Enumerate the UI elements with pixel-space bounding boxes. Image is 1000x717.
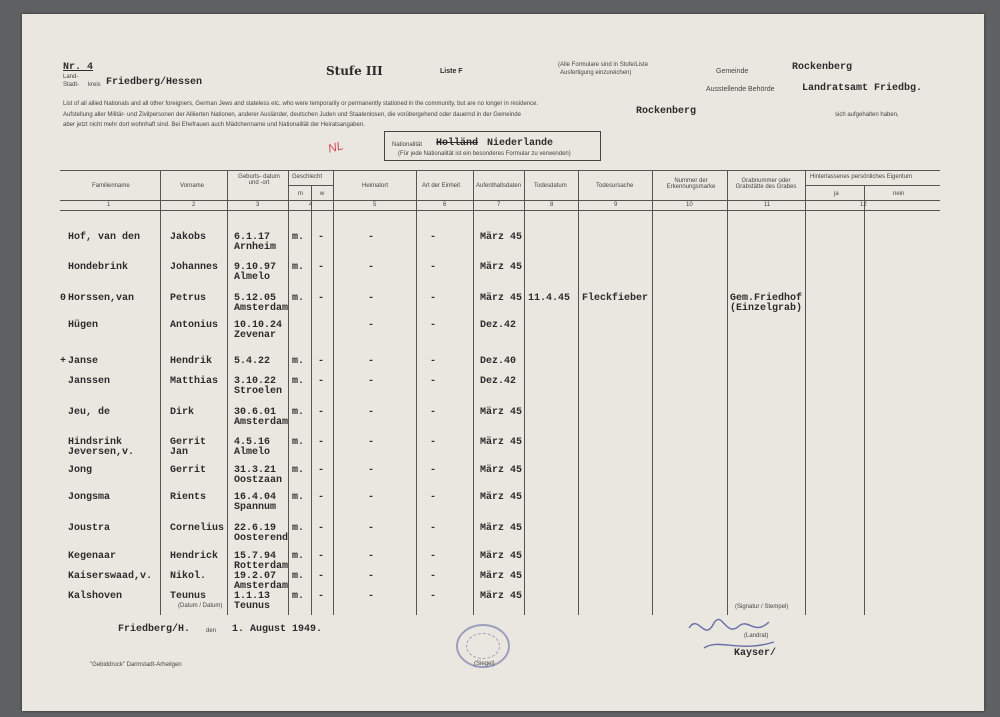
- row-stay-date: März 45: [480, 293, 523, 304]
- row-family-name: Hügen: [68, 320, 99, 331]
- row-unit: -: [430, 551, 437, 562]
- row-family-name: Hindsrink: [68, 437, 123, 448]
- row-death-date: 11.4.45: [528, 293, 571, 304]
- red-pencil-mark: NL: [326, 138, 345, 156]
- row-stay-date: März 45: [480, 492, 523, 503]
- row-given-name: Rients: [170, 492, 207, 503]
- sex-subdivider: [288, 185, 333, 186]
- table-top-line: [60, 170, 940, 171]
- row-stay-date: Dez.42: [480, 320, 517, 331]
- intro-line-2-end: sich aufgehalten haben,: [835, 112, 899, 118]
- row-birth-date: 15.7.94: [234, 551, 277, 562]
- intro-place: Rockenberg: [636, 106, 697, 117]
- row-given-name: Hendrick: [170, 551, 219, 562]
- row-stay-date: März 45: [480, 591, 523, 602]
- col-line: [864, 185, 865, 615]
- row-unit: -: [430, 262, 437, 273]
- property-subdivider: [805, 185, 940, 186]
- row-death-cause: Fleckfieber: [582, 293, 649, 304]
- gemeinde-value: Rockenberg: [792, 62, 853, 73]
- row-unit: -: [430, 591, 437, 602]
- row-sex-m: m.: [292, 437, 305, 448]
- row-given-name: Matthias: [170, 376, 219, 387]
- row-home-town: -: [368, 232, 375, 243]
- row-stay-date: Dez.40: [480, 356, 517, 367]
- row-home-town: -: [368, 492, 375, 503]
- col-header-m: m: [298, 191, 303, 197]
- row-birth-date: 5.12.05: [234, 293, 277, 304]
- row-sex-w: -: [318, 293, 325, 304]
- col-header-aufenthalt: Aufenthaltsdaten: [476, 183, 522, 189]
- gemeinde-label: Gemeinde: [716, 68, 749, 75]
- col-num: 6: [443, 202, 447, 208]
- row-family-name: Jongsma: [68, 492, 111, 503]
- row-given-name: Johannes: [170, 262, 219, 273]
- row-unit: -: [430, 356, 437, 367]
- row-sex-m: m.: [292, 591, 305, 602]
- row-unit: -: [430, 523, 437, 534]
- row-birth-place: Oosterend: [234, 533, 289, 544]
- row-family-name: Kegenaar: [68, 551, 117, 562]
- row-home-town: -: [368, 465, 375, 476]
- land-label: Land-: [63, 74, 79, 80]
- row-unit: -: [430, 492, 437, 503]
- col-header-heimatort: Heimatort: [362, 183, 389, 189]
- nationality-value: Niederlande: [487, 138, 554, 149]
- row-home-town: -: [368, 437, 375, 448]
- row-unit: -: [430, 571, 437, 582]
- row-sex-m: m.: [292, 293, 305, 304]
- row-family-name: Kalshoven: [68, 591, 123, 602]
- row-home-town: -: [368, 571, 375, 582]
- row-stay-date: März 45: [480, 437, 523, 448]
- row-margin-mark: 0: [60, 293, 67, 304]
- footer-date: 1. August 1949.: [232, 624, 323, 635]
- row-birth-place: Amsterdam: [234, 581, 289, 592]
- row-birth-date: 16.4.04: [234, 492, 277, 503]
- kreis-label: kreis: [88, 82, 101, 88]
- row-birth-place: Arnheim: [234, 242, 277, 253]
- col-header-vorname: Vorname: [180, 183, 205, 189]
- formular-note-2: Ausfertigung einzureichen): [560, 70, 632, 76]
- header-divider: [60, 200, 940, 201]
- formular-note-1: (Alle Formulare sind in Stufe/Liste: [558, 62, 649, 68]
- row-given-name: Petrus: [170, 293, 207, 304]
- stufe-title: Stufe III: [326, 64, 383, 78]
- row-given-name: Jakobs: [170, 232, 207, 243]
- row-birth-date: 22.6.19: [234, 523, 277, 534]
- row-sex-m: m.: [292, 232, 305, 243]
- row-sex-w: -: [318, 465, 325, 476]
- row-sex-m: m.: [292, 356, 305, 367]
- row-unit: -: [430, 320, 437, 331]
- row-stay-date: März 45: [480, 523, 523, 534]
- row-sex-w: -: [318, 232, 325, 243]
- row-birth-date: 3.10.22: [234, 376, 277, 387]
- form-number: Nr. 4: [63, 62, 94, 73]
- signer-name: Kayser/: [734, 648, 777, 659]
- col-line: [160, 170, 161, 615]
- row-sex-m: m.: [292, 376, 305, 387]
- row-stay-date: März 45: [480, 232, 523, 243]
- row-given-name: Nikol.: [170, 571, 207, 582]
- row-sex-w: -: [318, 492, 325, 503]
- col-header-familienname: Familienname: [92, 183, 130, 189]
- row-home-town: -: [368, 407, 375, 418]
- col-num: 8: [550, 202, 554, 208]
- row-birth-date: 5.4.22: [234, 356, 271, 367]
- row-given-name: Gerrit: [170, 437, 207, 448]
- intro-line-3: aber jetzt nicht mehr dort wohnhaft sind. Bei Ehefrauen auch Mädchenname und Nationalität der Heiratsangaben.: [63, 122, 365, 128]
- row-grave-2: (Einzelgrab): [730, 303, 803, 314]
- col-header-geschlecht: Geschlecht: [292, 174, 323, 180]
- nationality-struck: Holländ: [436, 138, 479, 149]
- col-header-eigentum: Hinterlassenes persönliches Eigentum: [810, 174, 913, 180]
- col-line: [805, 170, 806, 615]
- col-header-nein: nein: [893, 191, 905, 197]
- row-birth-date: 19.2.07: [234, 571, 277, 582]
- row-birth-date: 9.10.97: [234, 262, 277, 273]
- row-birth-place: Stroelen: [234, 386, 283, 397]
- row-birth-place: Spannum: [234, 502, 277, 513]
- row-given-name-2: Jan: [170, 447, 189, 458]
- row-given-name: Dirk: [170, 407, 195, 418]
- col-line: [524, 170, 525, 615]
- row-unit: -: [430, 293, 437, 304]
- row-birth-place: Oostzaan: [234, 475, 283, 486]
- seal-caption: (Siegel): [474, 661, 495, 667]
- row-birth-place: Almelo: [234, 447, 271, 458]
- row-sex-w: -: [318, 356, 325, 367]
- row-margin-mark: +: [60, 356, 67, 367]
- row-sex-w: -: [318, 523, 325, 534]
- col-num: 11: [764, 202, 771, 208]
- col-line: [416, 170, 417, 615]
- row-birth-place: Rotterdam: [234, 561, 289, 572]
- col-num: 5: [373, 202, 377, 208]
- row-stay-date: März 45: [480, 551, 523, 562]
- row-family-name: Kaiserswaad,v.: [68, 571, 153, 582]
- col-num: 10: [686, 202, 693, 208]
- row-unit: -: [430, 465, 437, 476]
- row-birth-date: 10.10.24: [234, 320, 283, 331]
- row-home-town: -: [368, 320, 375, 331]
- row-birth-date: 31.3.21: [234, 465, 277, 476]
- col-line: [288, 170, 289, 615]
- row-given-name: Teunus: [170, 591, 207, 602]
- row-stay-date: März 45: [480, 571, 523, 582]
- row-sex-w: -: [318, 551, 325, 562]
- row-birth-place: Amsterdam: [234, 417, 289, 428]
- footer-place: Friedberg/H.: [118, 624, 191, 635]
- row-sex-m: m.: [292, 262, 305, 273]
- col-num: 12: [860, 202, 867, 208]
- row-stay-date: März 45: [480, 465, 523, 476]
- row-sex-m: m.: [292, 523, 305, 534]
- row-unit: -: [430, 407, 437, 418]
- behoerde-value: Landratsamt Friedbg.: [802, 83, 923, 94]
- row-sex-w: -: [318, 262, 325, 273]
- footer-den: den: [206, 628, 217, 634]
- row-sex-m: m.: [292, 571, 305, 582]
- row-birth-date: 30.6.01: [234, 407, 277, 418]
- intro-line-1: List of all allied Nationals and all other foreigners, German Jews and stateless etc. who were temporarily or permanently stationed in the community, but are no longer in residence.: [63, 101, 539, 107]
- kreis-value: Friedberg/Hessen: [106, 77, 203, 88]
- row-home-town: -: [368, 523, 375, 534]
- row-home-town: -: [368, 376, 375, 387]
- col-header-erkennungsmarke: Nummer der Erkennungsmarke: [666, 178, 716, 190]
- col-line: [727, 170, 728, 615]
- row-family-name: Jong: [68, 465, 93, 476]
- row-sex-m: m.: [292, 407, 305, 418]
- row-birth-date: 6.1.17: [234, 232, 271, 243]
- row-family-name: Horssen,van: [68, 293, 135, 304]
- row-family-name: Janse: [68, 356, 99, 367]
- col-line: [311, 185, 312, 615]
- col-line: [652, 170, 653, 615]
- col-num: 3: [256, 202, 260, 208]
- stadt-label: Stadt-: [63, 82, 80, 88]
- col-line: [333, 170, 334, 615]
- row-given-name: Gerrit: [170, 465, 207, 476]
- col-num: 2: [192, 202, 196, 208]
- col-num: 1: [107, 202, 111, 208]
- row-home-town: -: [368, 262, 375, 273]
- row-birth-place: Amsterdam: [234, 303, 289, 314]
- row-stay-date: März 45: [480, 262, 523, 273]
- row-stay-date: März 45: [480, 407, 523, 418]
- col-line: [227, 170, 228, 615]
- row-unit: -: [430, 376, 437, 387]
- row-given-name: Cornelius: [170, 523, 225, 534]
- col-header-w: w: [320, 191, 325, 197]
- row-birth-place: Almelo: [234, 272, 271, 283]
- row-home-town: -: [368, 591, 375, 602]
- col-num: 9: [614, 202, 618, 208]
- row-family-name: Jeu, de: [68, 407, 111, 418]
- behoerde-label: Ausstellende Behörde: [706, 86, 775, 93]
- row-birth-date: 4.5.16: [234, 437, 271, 448]
- nationality-label: Nationalität: [392, 142, 423, 148]
- liste-title: Liste F: [440, 68, 463, 75]
- row-family-name: Hof, van den: [68, 232, 141, 243]
- printer-note: "Gebiddruck" Darmstadt-Arheilgen: [90, 662, 182, 668]
- row-home-town: -: [368, 551, 375, 562]
- date-caption: (Datum / Datum): [178, 603, 223, 609]
- col-header-einheit: Art der Einheit: [422, 183, 461, 189]
- row-home-town: -: [368, 293, 375, 304]
- row-sex-m: m.: [292, 465, 305, 476]
- row-birth-date: 1.1.13: [234, 591, 271, 602]
- row-grave: Gem.Friedhof: [730, 293, 803, 304]
- col-header-todesdatum: Todesdatum: [534, 183, 567, 189]
- nationality-note: (Für jede Nationalität ist ein besonderes Formular zu verwenden): [398, 151, 571, 157]
- row-unit: -: [430, 437, 437, 448]
- row-sex-w: -: [318, 376, 325, 387]
- row-given-name: Antonius: [170, 320, 219, 331]
- col-header-geburt: Geburts- datum und -ort: [238, 174, 280, 186]
- signature-caption: (Signatur / Stempel): [735, 604, 789, 610]
- signer-title: (Landrat): [744, 633, 769, 639]
- row-given-name: Hendrik: [170, 356, 213, 367]
- row-sex-w: -: [318, 571, 325, 582]
- row-family-name: Hondebrink: [68, 262, 129, 273]
- col-num: 7: [497, 202, 501, 208]
- row-family-name: Joustra: [68, 523, 111, 534]
- row-birth-place: Zevenar: [234, 330, 277, 341]
- col-header-ja: ja: [834, 191, 839, 197]
- row-sex-m: m.: [292, 492, 305, 503]
- row-family-name: Janssen: [68, 376, 111, 387]
- col-line: [473, 170, 474, 615]
- row-birth-place: Teunus: [234, 601, 271, 612]
- col-line: [578, 170, 579, 615]
- number-row-divider: [60, 210, 940, 211]
- row-sex-w: -: [318, 407, 325, 418]
- row-home-town: -: [368, 356, 375, 367]
- row-sex-w: -: [318, 591, 325, 602]
- row-unit: -: [430, 232, 437, 243]
- row-sex-m: m.: [292, 551, 305, 562]
- col-header-grab: Grabnummer oder Grabstätte des Grabes: [735, 178, 797, 190]
- intro-line-2: Aufstellung aller Militär- und Zivilpersonen der Alliierten Nationen, anderer Ausländer, deutschen Juden und Staatenlosen, die vorübergehend oder dauernd in der Gemeinde: [63, 112, 521, 118]
- col-header-todesursache: Todesursache: [596, 183, 634, 189]
- row-stay-date: Dez.42: [480, 376, 517, 387]
- row-family-name-2: Jeversen,v.: [68, 447, 135, 458]
- col-num: 4: [309, 202, 313, 208]
- row-sex-w: -: [318, 437, 325, 448]
